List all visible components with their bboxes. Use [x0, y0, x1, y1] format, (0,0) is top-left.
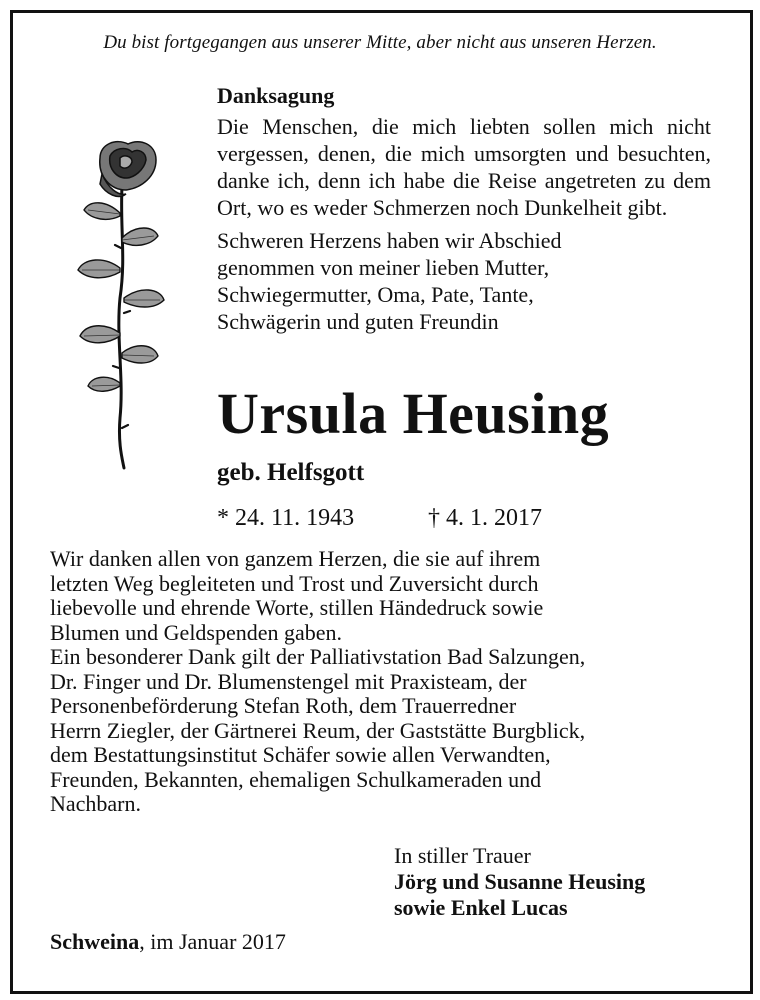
thanks-line: liebevolle und ehrende Worte, stillen Händedruck sowie — [50, 595, 544, 620]
thanks-line: Personenbeförderung Stefan Roth, dem Trauerredner — [50, 693, 517, 718]
farewell-line: Schweren Herzens haben wir Abschied — [217, 228, 562, 253]
farewell-line: Schwägerin und guten Freundin — [217, 309, 499, 334]
mourners-names: Jörg und Susanne Heusing — [394, 869, 646, 894]
motto: Du bist fortgegangen aus unserer Mitte, aber nicht aus unseren Herzen. — [103, 32, 657, 53]
thanks-line: Ein besonderer Dank gilt der Palliativstation Bad Salzungen, — [50, 644, 586, 669]
maiden-name: geb. Helfsgott — [217, 459, 365, 486]
thanks-line: Dr. Finger und Dr. Blumenstengel mit Praxisteam, der — [50, 668, 527, 694]
thanks-block — [50, 547, 730, 817]
thanks-line: Herrn Ziegler, der Gärtnerei Reum, der Gaststätte Burgblick, — [50, 717, 586, 743]
farewell-line: Schwiegermutter, Oma, Pate, Tante, — [217, 282, 534, 307]
death-date: † 4. 1. 2017 — [428, 505, 542, 531]
thanks-line: Freunden, Bekannten, ehemaligen Schulkameraden und — [50, 766, 542, 792]
thanks-line: Wir danken allen von ganzem Herzen, die sie auf ihrem — [50, 546, 541, 571]
rose-icon — [70, 138, 180, 473]
place-month: , im Januar 2017 — [139, 929, 286, 954]
thanks-line: dem Bestattungsinstitut Schäfer sowie allen Verwandten, — [50, 742, 551, 767]
intro-farewell — [217, 227, 711, 335]
heading-danksagung: Danksagung — [217, 83, 335, 108]
birth-date: * 24. 11. 1943 — [217, 505, 355, 531]
place-date — [50, 929, 286, 955]
deceased-name: Ursula Heusing — [217, 381, 610, 446]
thanks-line: Blumen und Geldspenden gaben. — [50, 619, 343, 645]
mourners-block — [394, 843, 645, 921]
thanks-line: Nachbarn. — [50, 791, 142, 816]
intro-poem: Die Menschen, die mich liebten sollen mich nicht vergessen, denen, die mich umsorgten und besuchten, danke ich, denn ich habe die Reise angetreten zu dem Ort, wo es weder Schmerzen noch Dunkelheit gibt. — [217, 114, 711, 220]
place-town: Schweina — [50, 929, 140, 954]
mourners-intro: In stiller Trauer — [394, 843, 531, 868]
thanks-line: letzten Weg begleiteten und Trost und Zuversicht durch — [50, 570, 539, 596]
mourners-grandchild: sowie Enkel Lucas — [394, 895, 568, 920]
intro-block — [217, 82, 711, 335]
farewell-line: genommen von meiner lieben Mutter, — [217, 255, 550, 280]
